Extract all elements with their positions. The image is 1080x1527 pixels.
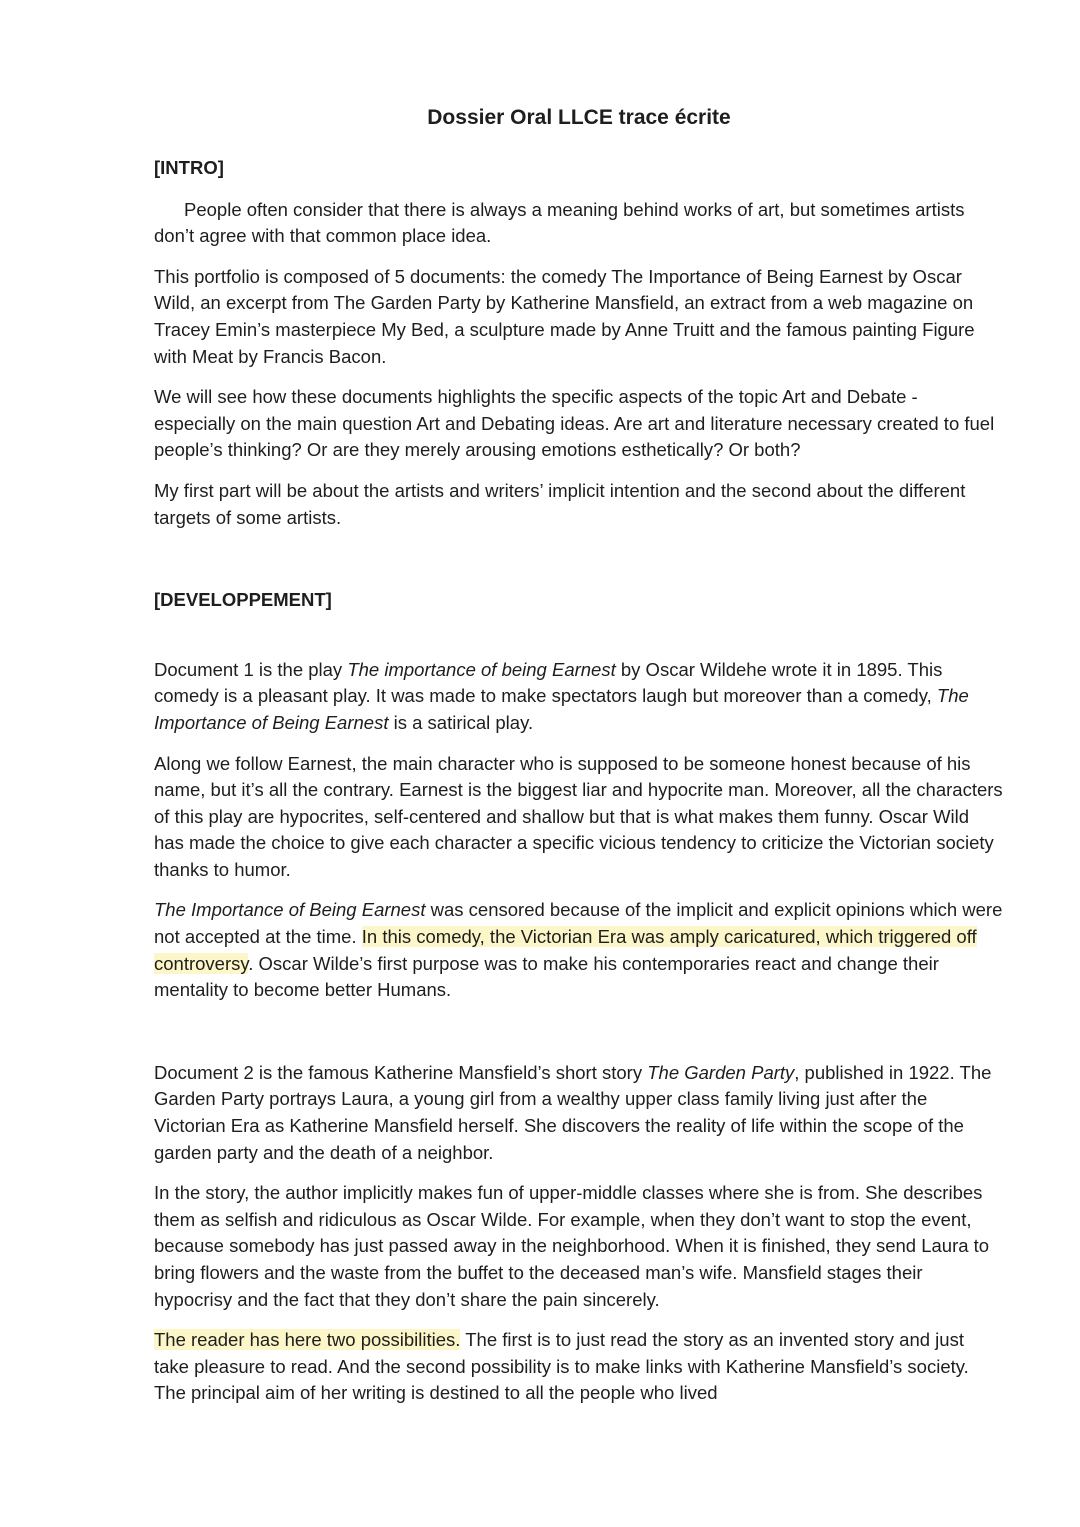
document-page: [154, 103, 1004, 1421]
story-title: The Garden Party: [647, 1061, 795, 1083]
intro-paragraph-4: My first part will be about the artists and writers’ implicit intention and the second about the different targets of some artists.: [154, 479, 966, 528]
intro-paragraph-3: We will see how these documents highlights the specific aspects of the topic Art and Debate - especially on the main question Art and Debating ideas. Are art and literature necessary created to fuel people’s thinking? Or are they merely arousing emotions esthetically? Or both?: [154, 386, 995, 461]
highlighted-text: In this comedy, the Victorian Era was amply caricatured, which triggered off controversy: [154, 926, 977, 974]
doc1-paragraph-3: The Importance of Being Earnest was censored because of the implicit and explicit opinions which were not accepted at the time. In this comedy, the Victorian Era was amply caricatured, which triggered off controversy. Oscar Wilde’s first purpose was to make his contemporaries react and change their mentality to become better Humans.: [154, 899, 1003, 1001]
doc2-paragraph-2: In the story, the author implicitly makes fun of upper-middle classes where she is from. She describes them as selfish and ridiculous as Oscar Wilde. For example, when they don’t want to stop the event, because somebody has just passed away in the neighborhood. When it is finished, they send Laura to bring flowers and the waste from the buffet to the deceased man’s wife. Mansfield stages their hypocrisy and the fact that they don’t share the pain sincerely.: [154, 1182, 990, 1310]
intro-paragraph-1: People often consider that there is always a meaning behind works of art, but sometimes artists don’t agree with that common place idea.: [154, 198, 965, 247]
intro-heading: [INTRO]: [154, 157, 224, 178]
play-title: The Importance of Being Earnest: [154, 685, 969, 733]
doc1-paragraph-1: Document 1 is the play The importance of being Earnest by Oscar Wildehe wrote it in 1895. This comedy is a pleasant play. It was made to make spectators laugh but moreover than a comedy, The Importance of Being Earnest is a satirical play.: [154, 658, 969, 733]
doc1-paragraph-2: Along we follow Earnest, the main character who is supposed to be someone honest because of his name, but it’s all the contrary. Earnest is the biggest liar and hypocrite man. Moreover, all the characters of this play are hypocrites, self-centered and shallow but that is what makes them funny. Oscar Wild has made the choice to give each character a specific vicious tendency to criticize the Victorian society thanks to humor.: [154, 752, 1003, 880]
document-title: Dossier Oral LLCE trace écrite: [427, 106, 731, 129]
play-title: The Importance of Being Earnest: [154, 899, 426, 921]
doc2-paragraph-1: Document 2 is the famous Katherine Mansfield’s short story The Garden Party, published in 1922. The Garden Party portrays Laura, a young girl from a wealthy upper class family living just after the Victorian Era as Katherine Mansfield herself. She discovers the reality of life within the scope of the garden party and the death of a neighbor.: [154, 1061, 992, 1163]
development-heading: [DEVELOPPEMENT]: [154, 589, 332, 611]
play-title: The importance of being Earnest: [347, 658, 616, 680]
intro-paragraph-2: This portfolio is composed of 5 documents: the comedy The Importance of Being Earnest by Oscar Wild, an excerpt from The Garden Party by Katherine Mansfield, an extract from a web magazine on Tracey Emin’s masterpiece My Bed, a sculpture made by Anne Truitt and the famous painting Figure with Meat by Francis Bacon.: [154, 265, 975, 367]
highlighted-text: The reader has here two possibilities.: [154, 1329, 461, 1351]
doc2-paragraph-3: The reader has here two possibilities. The first is to just read the story as an invented story and just take pleasure to read. And the second possibility is to make links with Katherine Mansfield’s society. The principal aim of her writing is destined to all the people who lived: [154, 1329, 969, 1404]
